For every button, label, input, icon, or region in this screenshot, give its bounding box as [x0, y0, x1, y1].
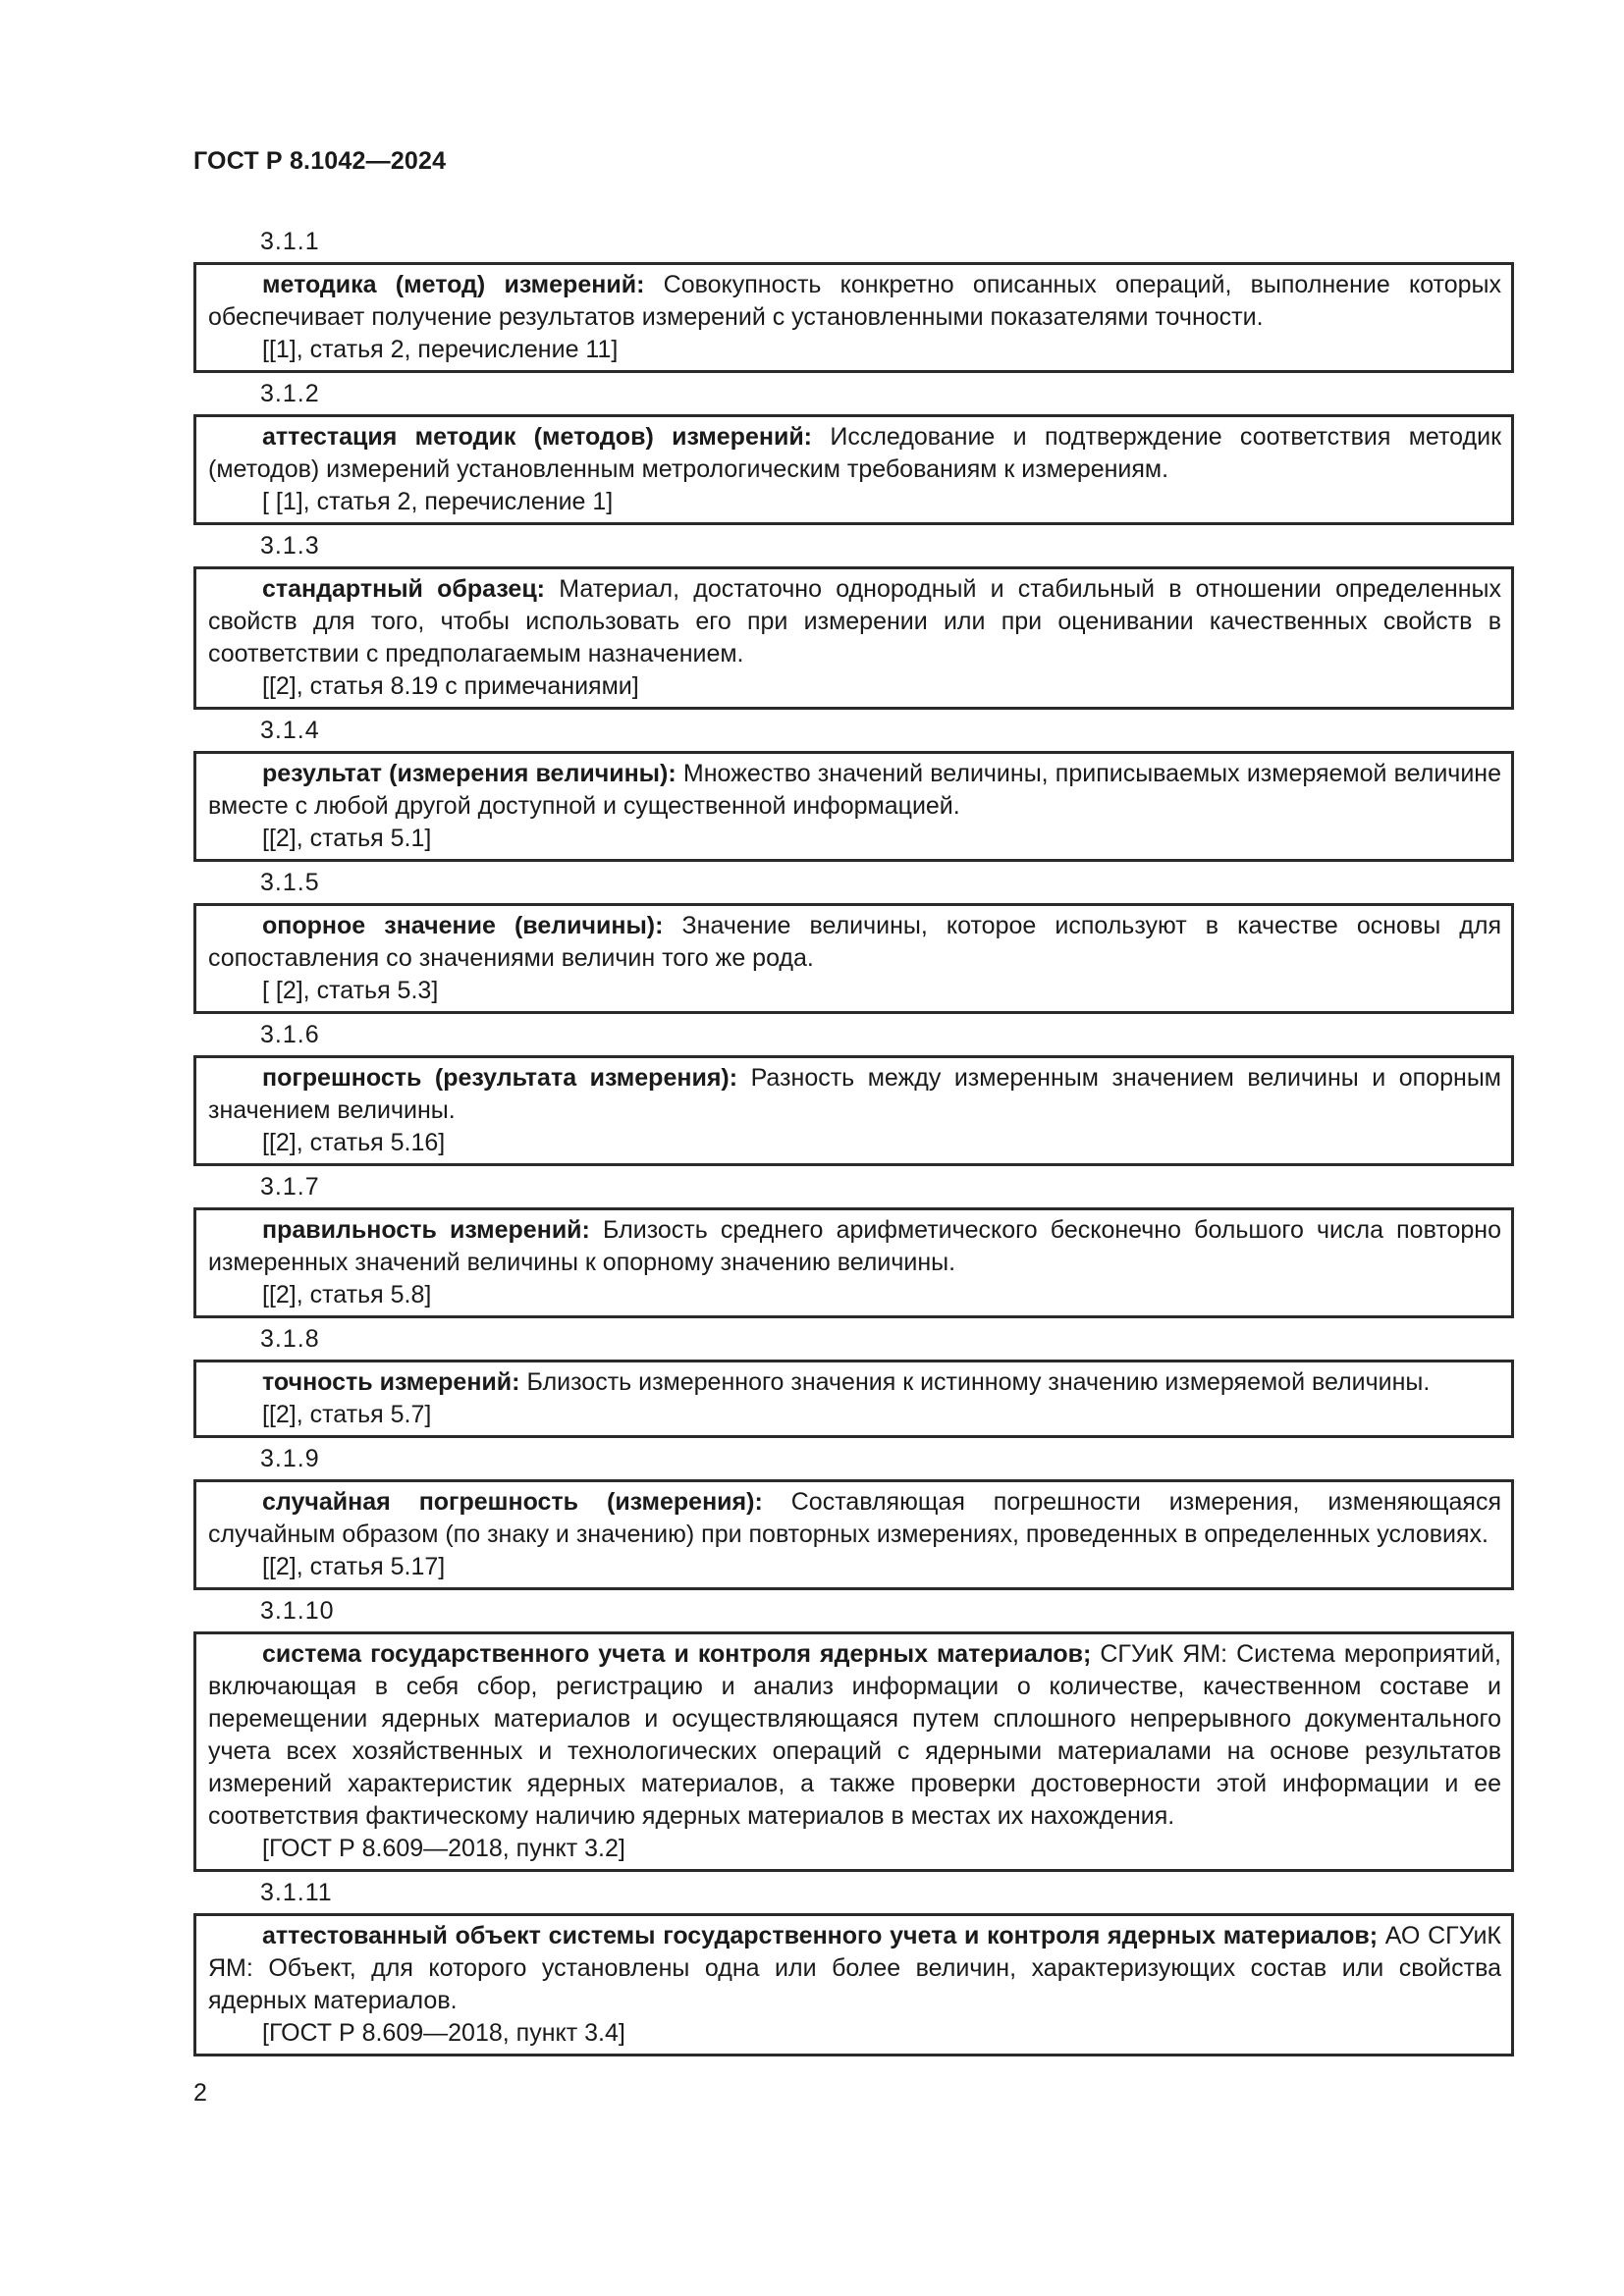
term-reference: [[2], статья 8.19 с примечаниями] — [262, 672, 639, 700]
term-definition-box — [193, 903, 1514, 1014]
term-definition-text: Значение величины, которое используют в качестве основы для сопоставления со значениями величин того же рода. — [208, 912, 1501, 972]
term-name: аттестация методик (методов) измерений: — [262, 423, 813, 451]
term-definition — [208, 573, 1501, 670]
page-number: 2 — [193, 2079, 207, 2107]
term-definition-box — [193, 414, 1514, 525]
term-definition-text: Близость среднего арифметического бесконечно большого числа повторно измеренных значений величины к опорному значению величины. — [208, 1216, 1501, 1276]
term-definition-box — [193, 262, 1514, 373]
term-number: 3.1.1 — [260, 228, 320, 255]
term-number: 3.1.8 — [260, 1325, 320, 1353]
term-definition — [208, 1486, 1501, 1551]
term-name: система государственного учета и контроля ядерных материалов; — [262, 1640, 1092, 1668]
term-definition — [208, 421, 1501, 486]
term-definition-box — [193, 751, 1514, 862]
term-reference: [[1], статья 2, перечисление 11] — [262, 336, 619, 363]
term-name: погрешность (результата измерения): — [262, 1064, 738, 1092]
terms-list — [193, 221, 1514, 2056]
term-reference: [[2], статья 5.16] — [262, 1129, 446, 1156]
term-definition-text: Составляющая погрешности измерения, изменяющаяся случайным образом (по знаку и значению) при повторных измерениях, проведенных в определенных условиях. — [208, 1488, 1501, 1548]
term-definition — [208, 1920, 1501, 2017]
term-definition — [208, 1214, 1501, 1279]
term-definition-text: Совокупность конкретно описанных операций, выполнение которых обеспечивает получение результатов измерений с установленными показателями точности. — [208, 271, 1501, 331]
term-definition-text: СГУиК ЯМ: Система мероприятий, включающая в себя сбор, регистрацию и анализ информации о количестве, качественном составе и перемещении ядерных материалов и осуществляющаяся путем сплошного непрерывного документального учета всех хозяйственных и технологических операций с ядерными материалами на основе результатов измерений характеристик ядерных материалов, а также проверки достоверности этой информации и ее соответствия фактическому наличию ядерных материалов в местах их нахождения. — [208, 1640, 1501, 1830]
term-name: аттестованный объект системы государственного учета и контроля ядерных материалов; — [262, 1922, 1379, 1949]
term-definition-box — [193, 1360, 1514, 1438]
term-reference: [[2], статья 5.1] — [262, 825, 432, 852]
term-definition — [208, 1366, 1501, 1399]
term-number: 3.1.3 — [260, 532, 320, 560]
term-number: 3.1.5 — [260, 869, 320, 896]
term-definition-box — [193, 1479, 1514, 1590]
term-reference: [[2], статья 5.7] — [262, 1401, 432, 1428]
term-name: результат (измерения величины): — [262, 760, 677, 787]
term-reference: [[2], статья 5.17] — [262, 1553, 446, 1580]
term-reference: [ [1], статья 2, перечисление 1] — [262, 488, 614, 515]
term-number: 3.1.11 — [260, 1879, 333, 1906]
term-number: 3.1.9 — [260, 1445, 320, 1472]
term-definition-text: Материал, достаточно однородный и стабильный в отношении определенных свойств для того, чтобы использовать его при измерении или при оценивании качественных свойств в соответствии с предполагаемым назначением. — [208, 575, 1502, 667]
term-definition-box — [193, 566, 1514, 710]
term-definition-text: Исследование и подтверждение соответствия методик (методов) измерений установленным метрологическим требованиям к измерениям. — [208, 423, 1502, 483]
term-definition — [208, 1638, 1501, 1833]
term-definition — [208, 1062, 1501, 1127]
term-name: методика (метод) измерений: — [262, 271, 645, 298]
document-header: ГОСТ Р 8.1042—2024 — [193, 147, 447, 175]
term-definition-box — [193, 1207, 1514, 1318]
term-definition — [208, 269, 1501, 334]
term-number: 3.1.7 — [260, 1173, 320, 1201]
term-definition-text: АО СГУиК ЯМ: Объект, для которого установлены одна или более величин, характеризующих состав или свойства ядерных материалов. — [208, 1922, 1501, 2014]
term-name: точность измерений: — [262, 1368, 520, 1396]
term-reference: [ГОСТ Р 8.609—2018, пункт 3.4] — [262, 2019, 625, 2047]
term-definition-text: Близость измеренного значения к истинному значению измеряемой величины. — [519, 1368, 1431, 1396]
term-number: 3.1.10 — [260, 1597, 335, 1625]
term-reference: [ [2], статья 5.3] — [262, 977, 439, 1004]
term-name: случайная погрешность (измерения): — [262, 1488, 763, 1516]
term-reference: [ГОСТ Р 8.609—2018, пункт 3.2] — [262, 1835, 625, 1862]
term-definition-box — [193, 1055, 1514, 1166]
term-number: 3.1.6 — [260, 1021, 320, 1048]
term-number: 3.1.2 — [260, 380, 320, 407]
term-name: опорное значение (величины): — [262, 912, 664, 939]
term-definition-text: Разность между измеренным значением величины и опорным значением величины. — [208, 1064, 1501, 1124]
term-definition — [208, 910, 1501, 975]
term-definition — [208, 758, 1501, 823]
term-number: 3.1.4 — [260, 717, 320, 744]
term-name: правильность измерений: — [262, 1216, 590, 1244]
term-name: стандартный образец: — [262, 575, 546, 603]
term-definition-text: Множество значений величины, приписываемых измеряемой величине вместе с любой другой доступной и существенной информацией. — [208, 760, 1501, 820]
term-definition-box — [193, 1631, 1514, 1872]
term-reference: [[2], статья 5.8] — [262, 1281, 432, 1308]
term-definition-box — [193, 1913, 1514, 2056]
